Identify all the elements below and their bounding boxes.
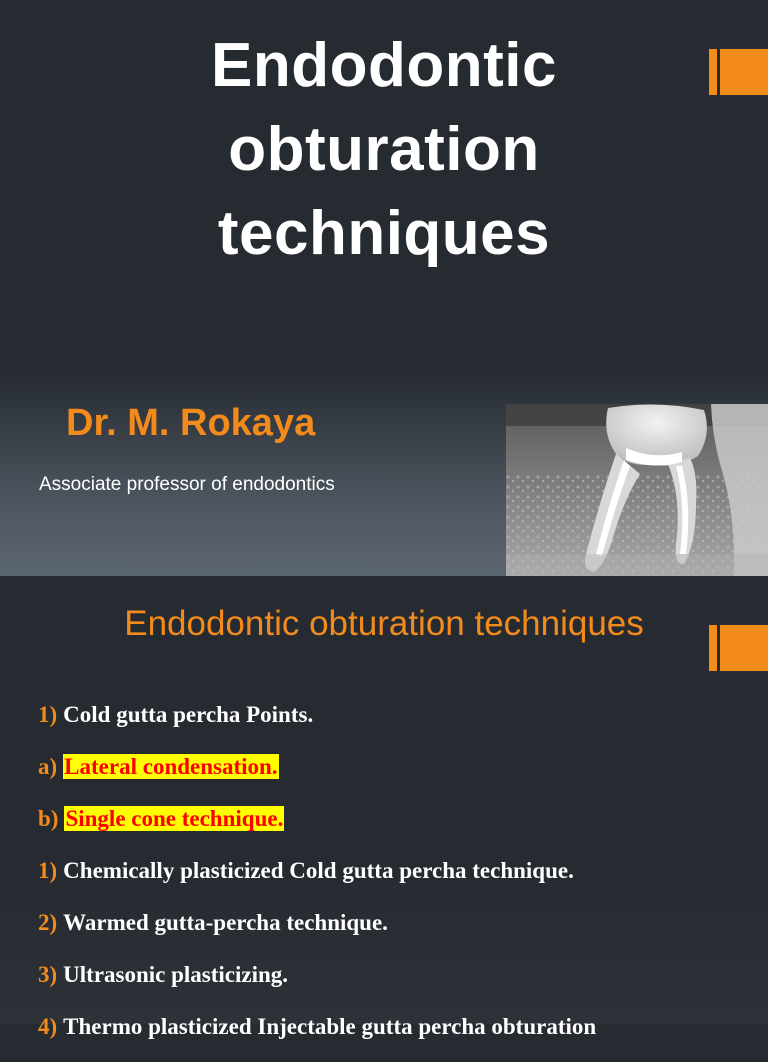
item-text: Thermo plasticized Injectable gutta percha obturation	[63, 1014, 597, 1039]
item-number: b)	[38, 806, 59, 831]
slide-title	[0, 24, 768, 276]
author-name: Dr. M. Rokaya	[66, 402, 316, 444]
slide-title: Endodontic obturation techniques	[124, 604, 644, 643]
author-role: Associate professor of endodontics	[39, 474, 335, 495]
dental-xray-image	[506, 404, 768, 576]
list-item	[38, 854, 596, 906]
list-item	[38, 802, 596, 854]
title-line: techniques	[217, 199, 551, 268]
list-item	[38, 698, 596, 750]
item-text: Ultrasonic plasticizing.	[63, 962, 289, 987]
item-text-highlighted: Single cone technique.	[65, 806, 284, 831]
item-text: Cold gutta percha Points.	[63, 702, 314, 727]
item-number: 1)	[38, 858, 58, 883]
item-number: 1)	[38, 702, 58, 727]
item-number: a)	[38, 754, 58, 779]
title-line: Endodontic	[211, 31, 557, 100]
item-text: Warmed gutta-percha technique.	[63, 910, 388, 935]
item-text: Chemically plasticized Cold gutta percha technique.	[63, 858, 574, 883]
item-text-highlighted: Lateral condensation.	[64, 754, 278, 779]
list-item	[38, 750, 596, 802]
technique-list	[38, 698, 596, 1062]
list-item	[38, 1010, 596, 1062]
item-number: 3)	[38, 962, 58, 987]
item-number: 4)	[38, 1014, 58, 1039]
item-number: 2)	[38, 910, 58, 935]
list-item	[38, 906, 596, 958]
list-item	[38, 958, 596, 1010]
title-line: obturation	[228, 115, 540, 184]
